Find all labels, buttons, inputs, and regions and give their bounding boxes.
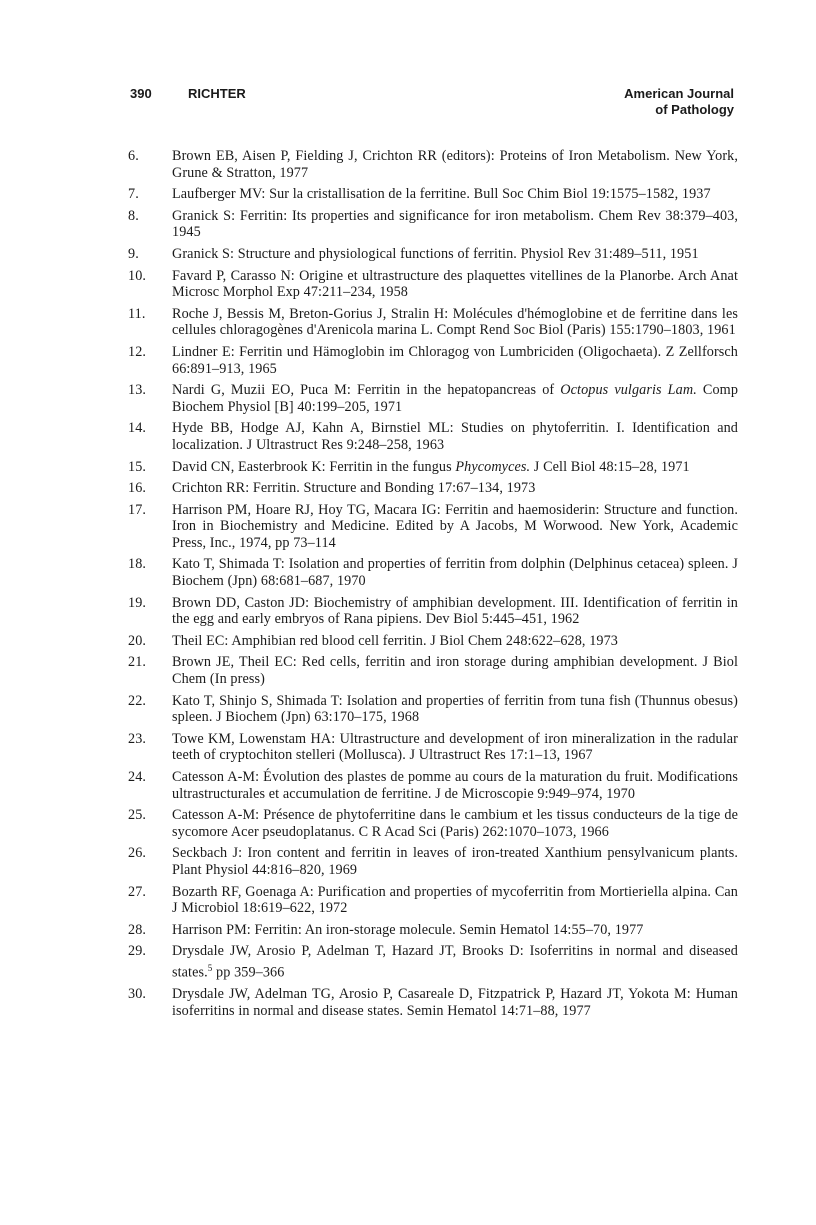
reference-item bbox=[128, 186, 738, 203]
reference-text: Granick S: Ferritin: Its properties and significance for iron metabolism. Chem Rev 38:379–403, 1945 bbox=[172, 207, 738, 241]
reference-number: 22. bbox=[128, 692, 147, 709]
reference-text-part: J Cell Biol 48:15–28, 1971 bbox=[530, 458, 690, 475]
reference-item bbox=[128, 633, 738, 650]
reference-italic-term: Octopus vulgaris Lam. bbox=[560, 382, 697, 399]
reference-text: Granick S: Structure and physiological functions of ferritin. Physiol Rev 31:489–511, 1951 bbox=[172, 245, 699, 262]
reference-number: 18. bbox=[128, 556, 147, 573]
reference-text: Hyde BB, Hodge AJ, Kahn A, Birnstiel ML: Studies on phytoferritin. I. Identification and localization. J Ultrastruct Res 9:248–258, 1963 bbox=[172, 420, 738, 453]
reference-number: 28. bbox=[128, 921, 147, 938]
reference-item bbox=[128, 693, 738, 726]
reference-number: 8. bbox=[128, 207, 139, 224]
reference-item bbox=[128, 943, 738, 981]
reference-text: Kato T, Shimada T: Isolation and properties of ferritin from dolphin (Delphinus cetacea) spleen. J Biochem (Jpn) 68:681–687, 1970 bbox=[172, 556, 738, 590]
reference-item bbox=[128, 807, 738, 840]
reference-item bbox=[128, 502, 738, 552]
reference-number: 9. bbox=[128, 245, 139, 262]
reference-number: 14. bbox=[128, 420, 147, 437]
reference-text-part: Drysdale JW, Arosio P, Adelman T, Hazard JT, Brooks D: Isoferritins in normal and diseased states. bbox=[172, 943, 738, 981]
reference-number: 26. bbox=[128, 845, 147, 862]
reference-item bbox=[128, 654, 738, 687]
reference-text: Kato T, Shinjo S, Shimada T: Isolation and properties of ferritin from tuna fish (Thunnus obesus) spleen. J Biochem (Jpn) 63:170–175, 1968 bbox=[172, 692, 738, 726]
reference-number: 27. bbox=[128, 883, 147, 900]
reference-number: 13. bbox=[128, 382, 147, 399]
reference-text: Catesson A-M: Présence de phytoferritine dans le cambium et les tissus conducteurs de la tige de sycomore Acer pseudoplatanus. C R Acad Sci (Paris) 262:1070–1073, 1966 bbox=[172, 807, 738, 840]
reference-text bbox=[172, 382, 738, 415]
reference-number: 10. bbox=[128, 267, 147, 284]
reference-text-part: pp 359–366 bbox=[212, 964, 285, 981]
reference-item bbox=[128, 459, 738, 476]
reference-number: 11. bbox=[128, 305, 146, 322]
reference-item bbox=[128, 884, 738, 917]
reference-item bbox=[128, 382, 738, 415]
reference-text: Crichton RR: Ferritin. Structure and Bonding 17:67–134, 1973 bbox=[172, 480, 536, 497]
reference-item bbox=[128, 344, 738, 377]
reference-text: Bozarth RF, Goenaga A: Purification and properties of mycoferritin from Mortieriella alpina. Can J Microbiol 18:619–622, 1972 bbox=[172, 883, 738, 917]
reference-item bbox=[128, 556, 738, 589]
reference-text: Theil EC: Amphibian red blood cell ferritin. J Biol Chem 248:622–628, 1973 bbox=[172, 632, 618, 649]
reference-item bbox=[128, 306, 738, 339]
reference-text: Catesson A-M: Évolution des plastes de pomme au cours de la maturation du fruit. Modifications ultrastructurales et accumulation de ferritine. J de Microscopie 9:949–974, 1970 bbox=[172, 769, 738, 802]
journal-title: American Journal of Pathology bbox=[624, 86, 734, 117]
reference-item bbox=[128, 268, 738, 301]
reference-number: 7. bbox=[128, 186, 139, 203]
reference-footnote-marker: 5 bbox=[207, 962, 213, 973]
reference-number: 17. bbox=[128, 501, 147, 518]
reference-number: 25. bbox=[128, 807, 147, 824]
reference-number: 19. bbox=[128, 594, 147, 611]
reference-text-part: Nardi G, Muzii EO, Puca M: Ferritin in the hepatopancreas of bbox=[172, 382, 561, 399]
reference-text: Favard P, Carasso N: Origine et ultrastructure des plaquettes vitellines de la Planorbe. Arch Anat Microsc Morphol Exp 47:211–234, 1958 bbox=[172, 267, 738, 301]
reference-text: Seckbach J: Iron content and ferritin in leaves of iron-treated Xanthium pensylvanicum plants. Plant Physiol 44:816–820, 1969 bbox=[172, 845, 738, 878]
reference-italic-term: Phycomyces. bbox=[455, 458, 531, 475]
reference-item bbox=[128, 208, 738, 241]
reference-text: Roche J, Bessis M, Breton-Gorius J, Stralin H: Molécules d'hémoglobine et de ferritine dans les cellules chloragogènes d'Arenicola marina L. Compt Rend Soc Biol (Paris) 155:1790–1803, 1961 bbox=[172, 305, 738, 339]
reference-number: 16. bbox=[128, 480, 147, 497]
reference-number: 30. bbox=[128, 986, 147, 1003]
reference-item bbox=[128, 246, 738, 263]
reference-number: 29. bbox=[128, 943, 147, 960]
reference-item bbox=[128, 595, 738, 628]
reference-item bbox=[128, 922, 738, 939]
reference-number: 24. bbox=[128, 769, 147, 785]
reference-text: Harrison PM: Ferritin: An iron-storage molecule. Semin Hematol 14:55–70, 1977 bbox=[172, 921, 644, 938]
running-author: RICHTER bbox=[188, 86, 246, 101]
reference-text: Laufberger MV: Sur la cristallisation de la ferritine. Bull Soc Chim Biol 19:1575–1582, 1937 bbox=[172, 186, 711, 203]
reference-item bbox=[128, 986, 738, 1019]
reference-text: Towe KM, Lowenstam HA: Ultrastructure and development of iron mineralization in the radular teeth of cryptochiton stelleri (Mollusca). J Ultrastruct Res 17:1–13, 1967 bbox=[172, 730, 738, 764]
page-header bbox=[130, 86, 734, 126]
reference-number: 15. bbox=[128, 458, 147, 475]
reference-item bbox=[128, 480, 738, 497]
reference-number: 23. bbox=[128, 730, 147, 747]
reference-text: Brown JE, Theil EC: Red cells, ferritin and iron storage during amphibian development. J Biol Chem (In press) bbox=[172, 654, 738, 688]
reference-item bbox=[128, 769, 738, 802]
reference-text-part: David CN, Easterbrook K: Ferritin in the fungus bbox=[172, 458, 456, 475]
reference-item bbox=[128, 731, 738, 764]
reference-number: 21. bbox=[128, 654, 147, 671]
reference-item bbox=[128, 148, 738, 181]
reference-text bbox=[172, 459, 738, 476]
reference-item bbox=[128, 420, 738, 453]
reference-number: 20. bbox=[128, 632, 147, 649]
reference-text: Brown EB, Aisen P, Fielding J, Crichton RR (editors): Proteins of Iron Metabolism. New York, Grune & Stratton, 1977 bbox=[172, 148, 738, 181]
page-number: 390 bbox=[130, 86, 152, 101]
reference-text: Lindner E: Ferritin und Hämoglobin im Chloragog von Lumbriciden (Oligochaeta). Z Zellforsch 66:891–913, 1965 bbox=[172, 343, 738, 377]
reference-number: 12. bbox=[128, 343, 147, 360]
reference-text: Harrison PM, Hoare RJ, Hoy TG, Macara IG: Ferritin and haemosiderin: Structure and function. Iron in Biochemistry and Medicine. Edited by A Jacobs, M Worwood. New York, Academic Press, Inc., 1974, pp 73–114 bbox=[172, 501, 738, 551]
reference-text-part: Comp Biochem Physiol [B] 40:199–205, 1971 bbox=[172, 382, 739, 415]
reference-number: 6. bbox=[128, 148, 139, 164]
reference-list bbox=[128, 148, 738, 1024]
reference-text: Drysdale JW, Adelman TG, Arosio P, Casareale D, Fitzpatrick P, Hazard JT, Yokota M: Human isoferritins in normal and disease states. Semin Hematol 14:71–88, 1977 bbox=[172, 986, 738, 1019]
reference-text bbox=[172, 943, 738, 981]
reference-text: Brown DD, Caston JD: Biochemistry of amphibian development. III. Identification of ferritin in the egg and early embryos of Rana pipiens. Dev Biol 5:445–451, 1962 bbox=[172, 594, 738, 628]
reference-item bbox=[128, 845, 738, 878]
